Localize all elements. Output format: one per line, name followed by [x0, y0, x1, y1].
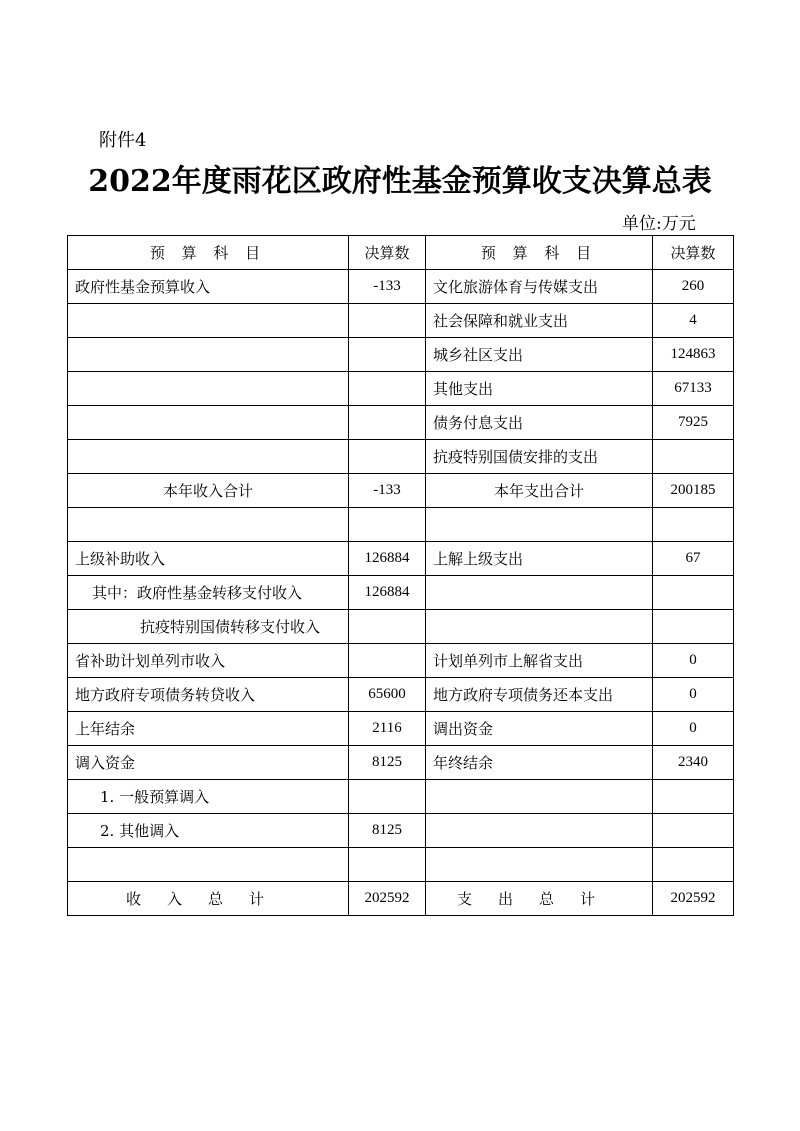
left-amount — [349, 406, 426, 440]
table-row — [68, 338, 734, 372]
right-amount: 67 — [653, 542, 734, 576]
table-row — [68, 610, 734, 644]
right-subject — [426, 508, 653, 542]
table-row — [68, 848, 734, 882]
right-amount: 67133 — [653, 372, 734, 406]
left-amount: 8125 — [349, 746, 426, 780]
left-subject — [68, 440, 349, 474]
left-subject: 本年收入合计 — [68, 474, 349, 508]
right-subject: 其他支出 — [426, 372, 653, 406]
attachment-label: 附件4 — [99, 130, 147, 151]
right-subject: 年终结余 — [426, 746, 653, 780]
header-left-subject: 预 算 科 目 — [68, 236, 349, 270]
left-amount — [349, 440, 426, 474]
right-subject: 抗疫特别国债安排的支出 — [426, 440, 653, 474]
table-row — [68, 440, 734, 474]
unit-label: 单位:万元 — [622, 214, 696, 234]
left-amount — [349, 610, 426, 644]
right-subject: 地方政府专项债务还本支出 — [426, 678, 653, 712]
table-row — [68, 780, 734, 814]
right-amount — [653, 848, 734, 882]
left-amount — [349, 848, 426, 882]
budget-table — [67, 235, 734, 916]
table-row — [68, 304, 734, 338]
left-amount: 202592 — [349, 882, 426, 916]
header-right-subject: 预 算 科 目 — [426, 236, 653, 270]
header-right-amount: 决算数 — [653, 236, 734, 270]
right-subject: 上解上级支出 — [426, 542, 653, 576]
left-amount — [349, 644, 426, 678]
left-amount: -133 — [349, 270, 426, 304]
left-amount: 126884 — [349, 542, 426, 576]
right-subject: 文化旅游体育与传媒支出 — [426, 270, 653, 304]
right-amount: 200185 — [653, 474, 734, 508]
right-amount: 260 — [653, 270, 734, 304]
table-row — [68, 712, 734, 746]
table-row — [68, 576, 734, 610]
left-subject: 抗疫特别国债转移支付收入 — [68, 610, 349, 644]
right-subject: 计划单列市上解省支出 — [426, 644, 653, 678]
table-row — [68, 644, 734, 678]
left-amount: 65600 — [349, 678, 426, 712]
right-amount — [653, 576, 734, 610]
left-amount: 2116 — [349, 712, 426, 746]
left-subject: 2. 其他调入 — [68, 814, 349, 848]
right-amount — [653, 814, 734, 848]
right-subject: 城乡社区支出 — [426, 338, 653, 372]
table-row — [68, 542, 734, 576]
table-row — [68, 270, 734, 304]
left-subject: 上年结余 — [68, 712, 349, 746]
left-subject: 省补助计划单列市收入 — [68, 644, 349, 678]
table-row — [68, 746, 734, 780]
right-subject: 支出总计 — [426, 882, 653, 916]
right-amount: 202592 — [653, 882, 734, 916]
table-header-row — [68, 236, 734, 270]
right-amount — [653, 780, 734, 814]
right-subject: 社会保障和就业支出 — [426, 304, 653, 338]
left-subject — [68, 406, 349, 440]
left-subject — [68, 508, 349, 542]
right-amount — [653, 440, 734, 474]
page-title: 2022年度雨花区政府性基金预算收支决算总表 — [88, 164, 712, 199]
left-subject: 收入总计 — [68, 882, 349, 916]
right-subject: 本年支出合计 — [426, 474, 653, 508]
left-subject: 地方政府专项债务转贷收入 — [68, 678, 349, 712]
left-subject — [68, 304, 349, 338]
right-subject — [426, 780, 653, 814]
left-amount: -133 — [349, 474, 426, 508]
table-row — [68, 814, 734, 848]
right-amount: 124863 — [653, 338, 734, 372]
right-subject — [426, 576, 653, 610]
right-amount — [653, 508, 734, 542]
right-subject — [426, 848, 653, 882]
left-amount — [349, 338, 426, 372]
right-subject — [426, 814, 653, 848]
left-subject — [68, 372, 349, 406]
table-row-subtotal — [68, 474, 734, 508]
left-subject: 调入资金 — [68, 746, 349, 780]
right-amount: 0 — [653, 678, 734, 712]
right-subject: 债务付息支出 — [426, 406, 653, 440]
right-subject: 调出资金 — [426, 712, 653, 746]
right-amount — [653, 610, 734, 644]
table-row-grand-total — [68, 882, 734, 916]
left-subject: 上级补助收入 — [68, 542, 349, 576]
table-row — [68, 406, 734, 440]
left-subject: 政府性基金预算收入 — [68, 270, 349, 304]
left-subject — [68, 848, 349, 882]
table-row — [68, 372, 734, 406]
right-subject — [426, 610, 653, 644]
right-amount: 4 — [653, 304, 734, 338]
left-subject: 其中：政府性基金转移支付收入 — [68, 576, 349, 610]
right-amount: 2340 — [653, 746, 734, 780]
left-amount: 126884 — [349, 576, 426, 610]
left-subject — [68, 338, 349, 372]
left-amount — [349, 508, 426, 542]
left-amount — [349, 304, 426, 338]
header-left-amount: 决算数 — [349, 236, 426, 270]
table-row — [68, 678, 734, 712]
left-amount — [349, 372, 426, 406]
left-amount: 8125 — [349, 814, 426, 848]
right-amount: 0 — [653, 712, 734, 746]
left-amount — [349, 780, 426, 814]
table-row — [68, 508, 734, 542]
left-subject: 1. 一般预算调入 — [68, 780, 349, 814]
right-amount: 0 — [653, 644, 734, 678]
right-amount: 7925 — [653, 406, 734, 440]
